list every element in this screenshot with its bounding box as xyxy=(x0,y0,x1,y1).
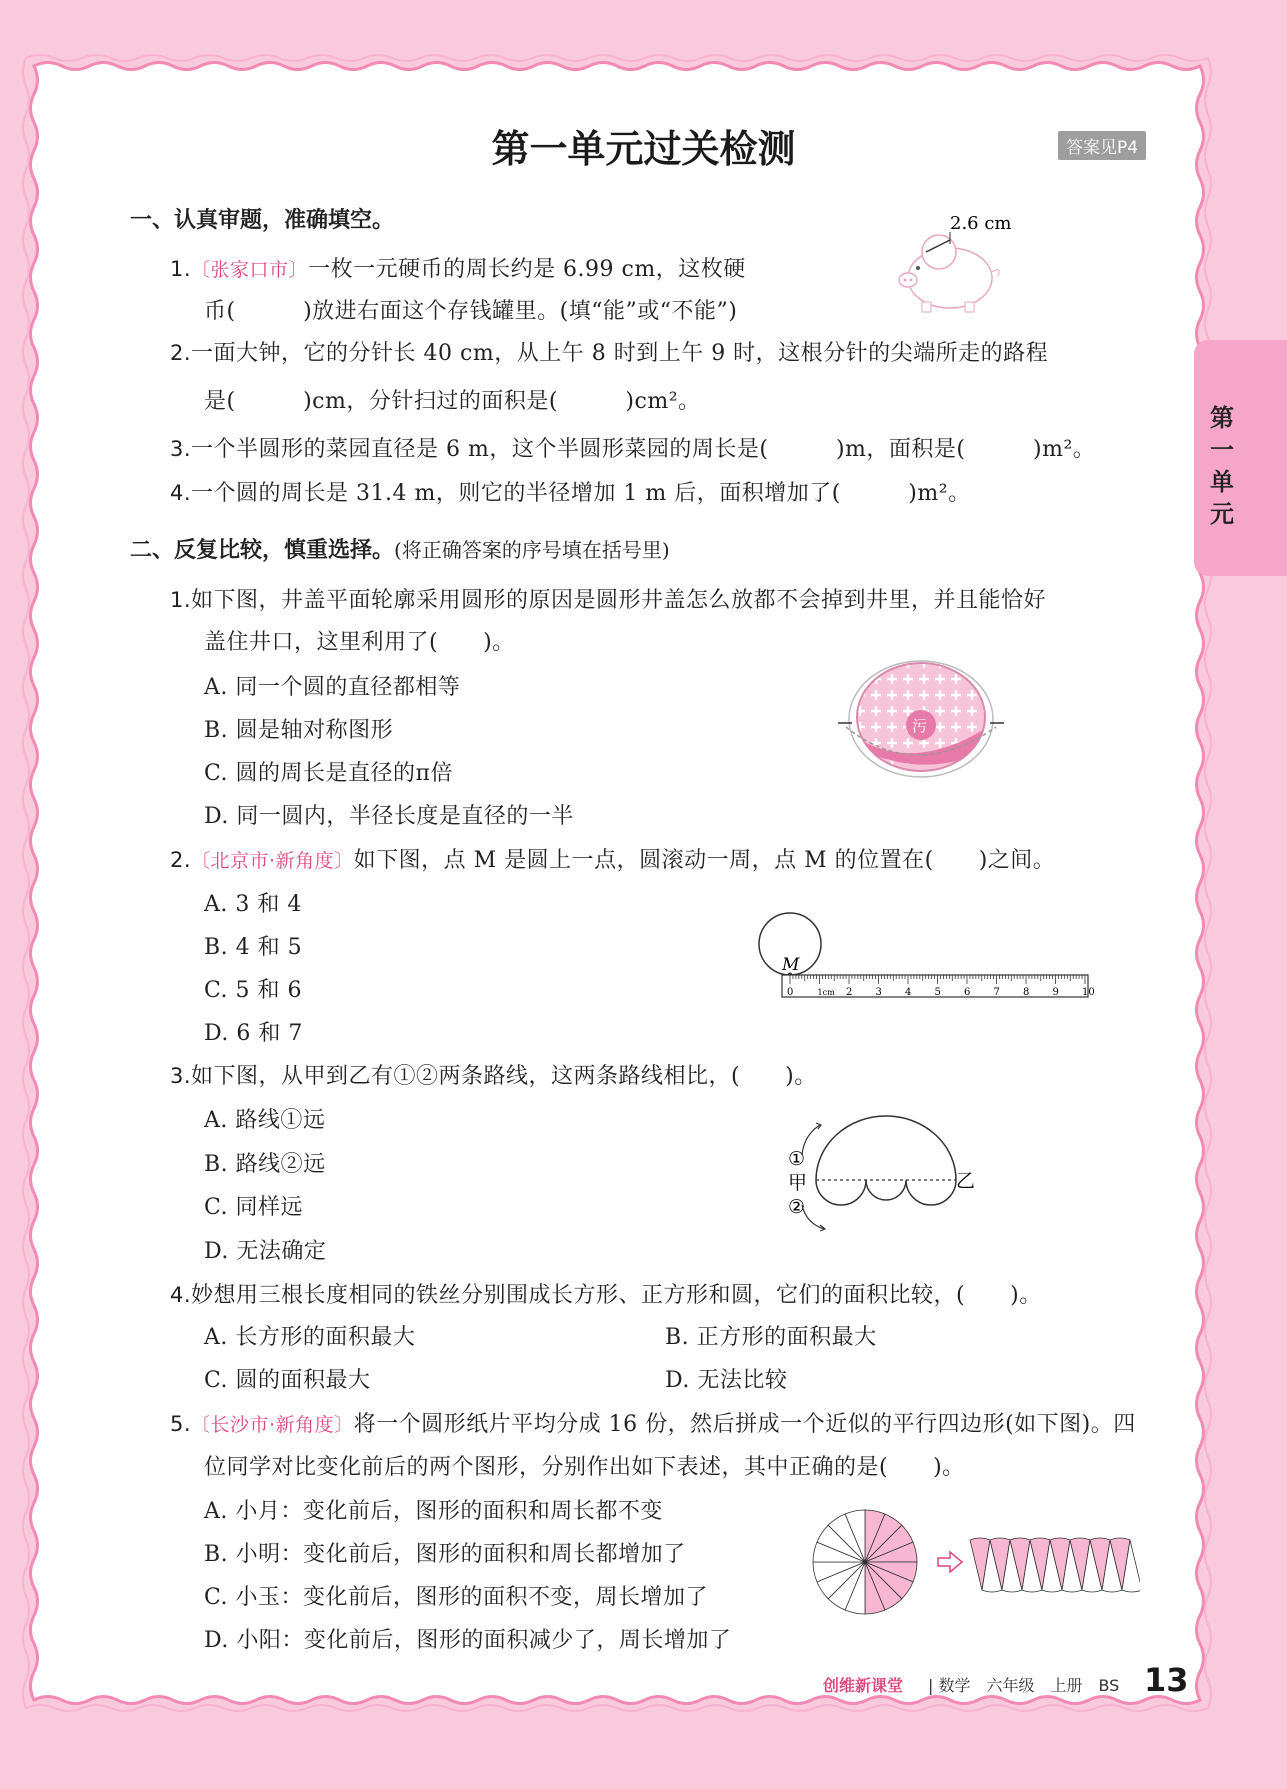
s2-q5-line1: 5.〔长沙市·新角度〕将一个圆形纸片平均分成 16 份，然后拼成一个近似的平行四边形(如下图)。四 xyxy=(170,1412,1136,1437)
s2-q1-option-c: C. 圆的周长是直径的π倍 xyxy=(204,761,453,786)
end-label: 乙 xyxy=(956,1170,976,1192)
s1-q2-line2: 是( )cm，分针扫过的面积是( )cm²。 xyxy=(204,389,701,414)
s2-q4-option-d: D. 无法比较 xyxy=(665,1368,788,1393)
start-label: 甲 xyxy=(788,1172,808,1194)
slot-length-label: 2.6 cm xyxy=(950,213,1012,234)
ruler-label: 5 xyxy=(934,987,941,998)
ruler-label: 0 xyxy=(787,987,794,998)
approximate-parallelogram xyxy=(970,1538,1140,1592)
ruler-label: 6 xyxy=(964,987,971,998)
route-1-label: ① xyxy=(788,1148,806,1170)
manhole-cover-label: 污 xyxy=(912,717,928,735)
s2-q2-line1: 2.〔北京市·新角度〕如下图，点 M 是圆上一点，圆滚动一周，点 M 的位置在( )之间。 xyxy=(170,848,1056,873)
s2-q1-option-b: B. 圆是轴对称图形 xyxy=(204,718,394,743)
rolling-circle-ruler-figure xyxy=(756,908,1096,1004)
s2-q2-option-b: B. 4 和 5 xyxy=(204,935,303,960)
s2-q3-line1: 3.如下图，从甲到乙有①②两条路线，这两条路线相比，( )。 xyxy=(170,1064,817,1089)
ruler-label: 10 xyxy=(1082,987,1095,998)
s2-q1-line2: 盖住井口，这里利用了( )。 xyxy=(204,630,515,655)
s1-q1-line2: 币( )放进右面这个存钱罐里。(填“能”或“不能”) xyxy=(204,299,738,324)
s2-q1-line1: 1.如下图，井盖平面轮廓采用圆形的原因是圆形井盖怎么放都不会掉到井里，并且能恰好 xyxy=(170,588,1047,613)
ruler-label: 3 xyxy=(875,987,882,998)
ruler-label: 8 xyxy=(1023,987,1030,998)
s2-q4-option-a: A. 长方形的面积最大 xyxy=(204,1325,416,1350)
s2-q1-option-d: D. 同一圆内，半径长度是直径的一半 xyxy=(204,804,574,829)
s2-q4-option-b: B. 正方形的面积最大 xyxy=(665,1325,877,1350)
point-m-label: M xyxy=(782,955,800,975)
s2-q2-option-a: A. 3 和 4 xyxy=(204,892,302,917)
route-2-path xyxy=(816,1180,956,1205)
route-2-label: ② xyxy=(788,1196,806,1218)
footer-brand: 创维新课堂 xyxy=(823,1676,904,1695)
s2-q3-option-c: C. 同样远 xyxy=(204,1195,304,1220)
s2-q5-line2: 位同学对比变化前后的两个图形，分别作出如下表述，其中正确的是( )。 xyxy=(204,1455,965,1480)
section-1-heading: 一、认真审题，准确填空。 xyxy=(130,208,395,233)
ruler-label: 7 xyxy=(993,987,1000,998)
s1-q2-line1: 2.一面大钟，它的分针长 40 cm，从上午 8 时到上午 9 时，这根分针的尖端所走的路程 xyxy=(170,341,1049,366)
s2-q5-option-d: D. 小阳：变化前后，图形的面积减少了，周长增加了 xyxy=(204,1628,732,1653)
page-title: 第一单元过关检测 xyxy=(491,127,796,171)
ruler-label: 4 xyxy=(905,987,912,998)
circle-to-parallelogram-figure xyxy=(810,1500,1140,1625)
transform-arrow-icon xyxy=(938,1552,962,1572)
answer-reference-badge: 答案见P4 xyxy=(1058,131,1146,160)
s1-q4-line1: 4.一个圆的周长是 31.4 m，则它的半径增加 1 m 后，面积增加了( )m²。 xyxy=(170,481,971,506)
routes-figure xyxy=(780,1105,980,1235)
manhole-cover-figure xyxy=(836,655,1006,780)
s1-q1-tag: 〔张家口市〕 xyxy=(191,259,309,281)
s2-q5-option-a: A. 小月：变化前后，图形的面积和周长都不变 xyxy=(204,1499,663,1524)
s2-q2-option-c: C. 5 和 6 xyxy=(204,978,303,1003)
s2-q2-option-d: D. 6 和 7 xyxy=(204,1021,303,1046)
s1-q1-line1: 1.〔张家口市〕一枚一元硬币的周长约是 6.99 cm，这枚硬 xyxy=(170,257,746,282)
s2-q5-option-c: C. 小玉：变化前后，图形的面积不变，周长增加了 xyxy=(204,1585,709,1610)
page-number: 13 xyxy=(1144,1661,1189,1699)
s2-q4-line1: 4.妙想用三根长度相同的铁丝分别围成长方形、正方形和圆，它们的面积比较，( )。 xyxy=(170,1283,1042,1308)
piggy-bank-figure xyxy=(890,210,1030,320)
s1-q3-line1: 3.一个半圆形的菜园直径是 6 m，这个半圆形菜园的周长是( )m，面积是( )m²。 xyxy=(170,437,1096,462)
s2-q4-option-c: C. 圆的面积最大 xyxy=(204,1368,371,1393)
s2-q3-option-b: B. 路线②远 xyxy=(204,1152,326,1177)
ruler-label: 1cm xyxy=(817,988,835,997)
s2-q1-option-a: A. 同一个圆的直径都相等 xyxy=(204,675,461,700)
route-1-path xyxy=(816,1116,956,1180)
ruler-label: 9 xyxy=(1052,987,1059,998)
s2-q3-option-a: A. 路线①远 xyxy=(204,1108,326,1133)
s2-q3-option-d: D. 无法确定 xyxy=(204,1239,327,1264)
sectored-circle xyxy=(813,1510,917,1614)
unit-side-tab-label: 第一单元 xyxy=(1210,404,1234,528)
footer-book-info: | 数学 六年级 上册 BS xyxy=(928,1676,1120,1695)
section-2-heading: 二、反复比较，慎重选择。(将正确答案的序号填在括号里) xyxy=(130,538,670,563)
s2-q5-tag: 〔长沙市·新角度〕 xyxy=(191,1414,354,1436)
ruler-label: 2 xyxy=(846,987,853,998)
s2-q2-tag: 〔北京市·新角度〕 xyxy=(191,850,354,872)
s2-q5-option-b: B. 小明：变化前后，图形的面积和周长都增加了 xyxy=(204,1542,686,1567)
